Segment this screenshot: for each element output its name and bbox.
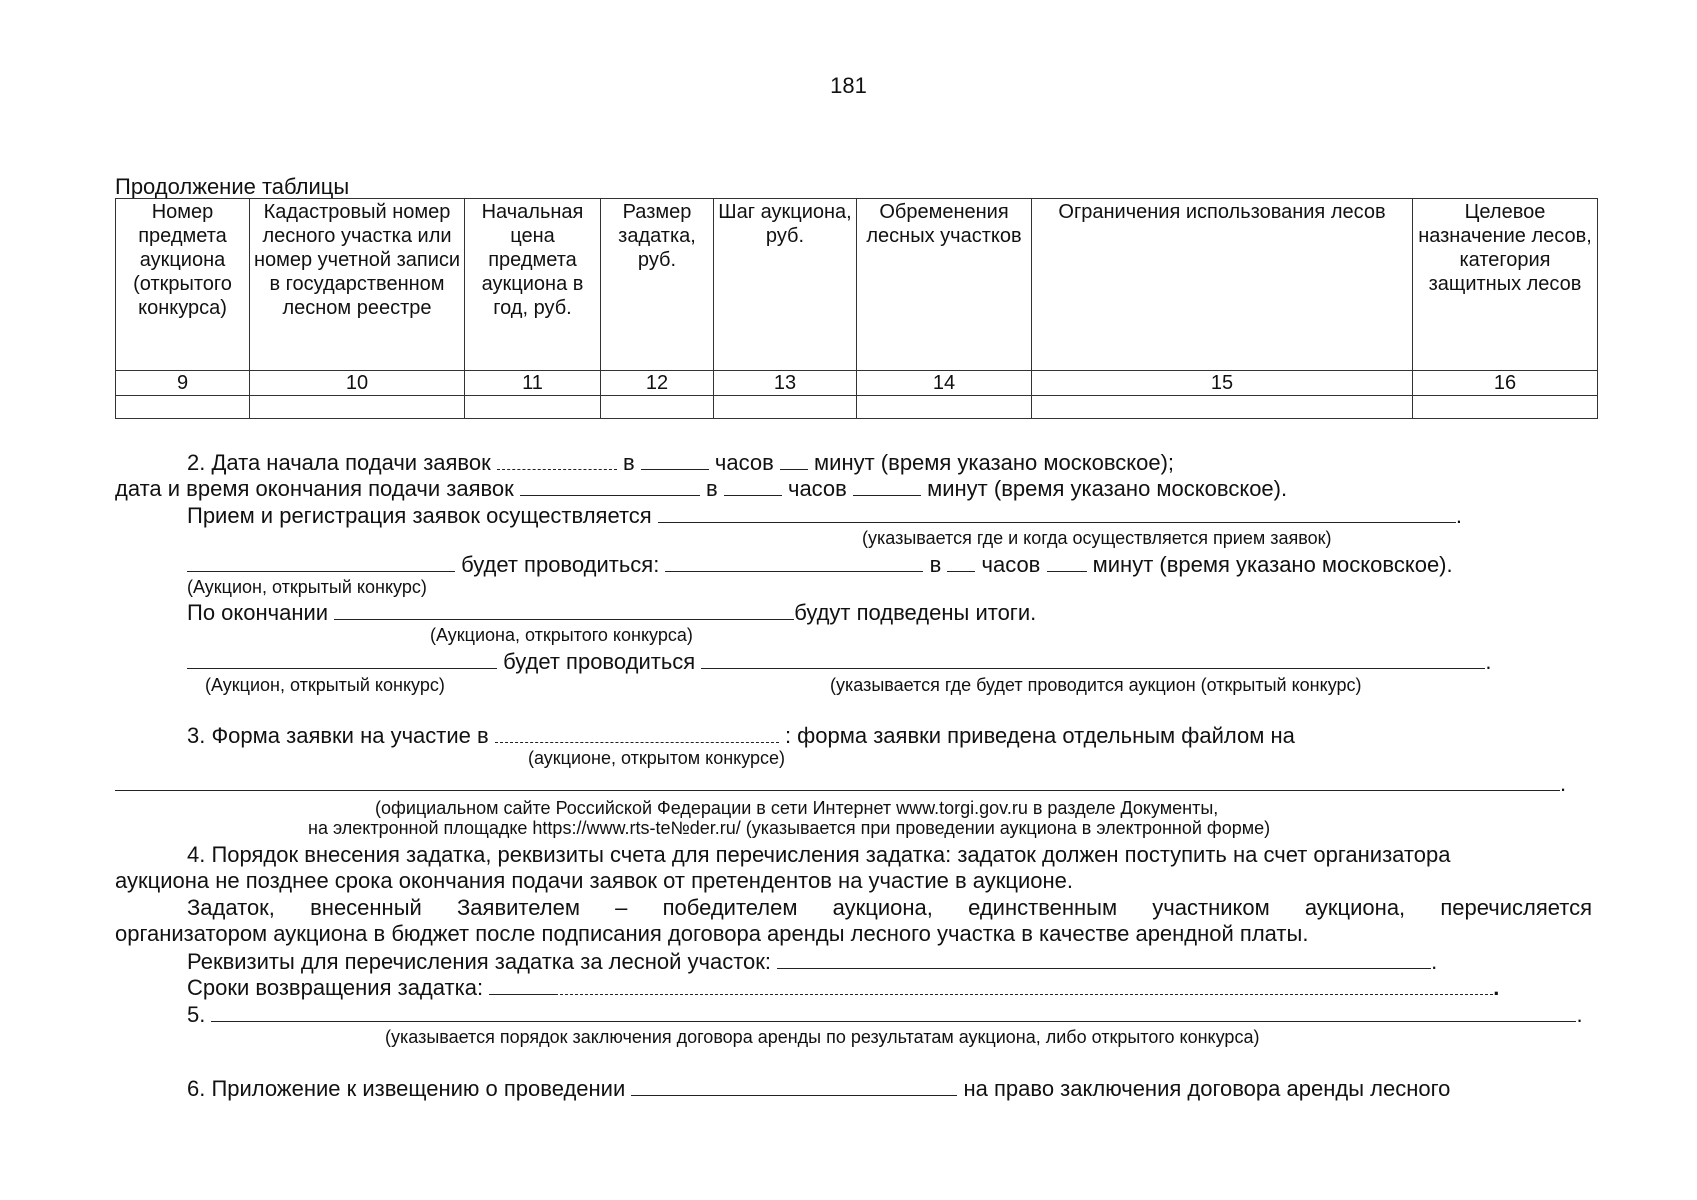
blank-field [187, 551, 455, 572]
p5-line1 [187, 1001, 1583, 1028]
p4-line5 [187, 948, 1437, 975]
text: будет проводиться: [461, 552, 660, 577]
text: в [622, 450, 635, 475]
blank-field [777, 948, 1431, 969]
p4-line4: организатором аукциона в бюджет после подписания договора аренды лесного участка в качестве арендной платы. [115, 921, 1309, 946]
header-cell: Целевое назначение лесов, категория защитных лесов [1413, 199, 1598, 371]
p4-line6 [187, 974, 1499, 1001]
text: будут подведены итоги. [794, 600, 1037, 625]
blank-field [187, 648, 497, 669]
text: . [1560, 771, 1567, 796]
empty-cell [465, 396, 601, 419]
text: часов [714, 450, 774, 475]
table-number-row [116, 371, 1598, 396]
blank-field [947, 551, 975, 572]
p6-line1 [187, 1075, 1450, 1102]
hint-contract: (указывается порядок заключения договора аренды по результатам аукциона, либо открытого конкурса) [385, 1027, 1260, 1047]
table-header-row [116, 199, 1598, 371]
hint-auction-2: (Аукциона, открытого конкурса) [430, 625, 693, 645]
number-cell: 14 [857, 371, 1032, 396]
blank-field [489, 974, 555, 995]
header-cell: Номер предмета аукциона (открытого конкурса) [116, 199, 250, 371]
empty-cell [1032, 396, 1413, 419]
number-cell: 11 [465, 371, 601, 396]
p2-line3 [187, 502, 1462, 529]
number-cell: 12 [601, 371, 714, 396]
text: 5. [187, 1002, 206, 1027]
auction-table [115, 198, 1598, 419]
hint-site-2: на электронной площадке https://www.rts-te№der.ru/ (указывается при проведении аукциона в электронной форме) [308, 818, 1271, 838]
text: Прием и регистрация заявок осуществляется [187, 503, 652, 528]
number-cell: 10 [250, 371, 465, 396]
text: . [1431, 949, 1438, 974]
text: минут (время указано московское); [814, 450, 1175, 475]
hint-auction-3: (Аукцион, открытый конкурс) [205, 675, 445, 695]
header-cell: Начальная цена предмета аукциона в год, руб. [465, 199, 601, 371]
number-cell: 15 [1032, 371, 1413, 396]
header-cell: Обременения лесных участков [857, 199, 1032, 371]
blank-field [495, 722, 779, 743]
p2-line1 [187, 449, 1174, 476]
empty-cell [116, 396, 250, 419]
text: . [1455, 503, 1462, 528]
blank-field [724, 475, 782, 496]
header-cell: Шаг аукциона, руб. [714, 199, 857, 371]
p2-line6 [187, 648, 1491, 675]
empty-cell [857, 396, 1032, 419]
text: Сроки возвращения задатка: [187, 975, 484, 1000]
hint-form: (аукционе, открытом конкурсе) [528, 748, 786, 768]
hint-reception: (указывается где и когда осуществляется прием заявок) [862, 528, 1332, 548]
blank-field [555, 974, 1493, 995]
blank-field [641, 449, 709, 470]
text: . [1576, 1002, 1583, 1027]
empty-cell [714, 396, 857, 419]
p4-line1: 4. Порядок внесения задатка, реквизиты счета для перечисления задатка: задаток должен поступить на счет организатора [187, 842, 1451, 867]
header-cell: Ограничения использования лесов [1032, 199, 1413, 371]
text: на право заключения договора аренды лесного [963, 1076, 1451, 1101]
hint-where: (указывается где будет проводится аукцион (открытый конкурс) [830, 675, 1362, 695]
text: : форма заявки приведена отдельным файлом на [784, 723, 1295, 748]
text: . [1493, 975, 1500, 1000]
p4-line3: Задаток, внесенный Заявителем – победителем аукциона, единственным участником аукциона, перечисляется [187, 895, 1592, 920]
blank-field [780, 449, 808, 470]
blank-field [334, 599, 794, 620]
blank-field [665, 551, 923, 572]
number-cell: 9 [116, 371, 250, 396]
table-caption: Продолжение таблицы [115, 174, 350, 199]
header-cell: Кадастровый номер лесного участка или номер учетной записи в государственном лесном реестре [250, 199, 465, 371]
blank-field [658, 502, 1456, 523]
blank-field [520, 475, 700, 496]
text: По окончании [187, 600, 329, 625]
text: часов [981, 552, 1041, 577]
text: . [1485, 649, 1492, 674]
text: дата и время окончания подачи заявок [115, 476, 514, 501]
p2-line2 [115, 475, 1287, 502]
text: минут (время указано московское). [927, 476, 1288, 501]
p3-line2 [115, 770, 1566, 797]
table-empty-row [116, 396, 1598, 419]
text: будет проводиться [503, 649, 696, 674]
number-cell: 16 [1413, 371, 1598, 396]
text: минут (время указано московское). [1092, 552, 1453, 577]
p2-line4 [187, 551, 1453, 578]
blank-field [853, 475, 921, 496]
text: 6. Приложение к извещению о проведении [187, 1076, 626, 1101]
blank-field [115, 770, 1560, 791]
blank-field [497, 449, 617, 470]
number-cell: 13 [714, 371, 857, 396]
empty-cell [1413, 396, 1598, 419]
empty-cell [250, 396, 465, 419]
p2-line5 [187, 599, 1036, 626]
text: в [706, 476, 718, 501]
hint-auction-1: (Аукцион, открытый конкурс) [187, 577, 427, 597]
hint-site-1: (официальном сайте Российской Федерации в сети Интернет www.torgi.gov.ru в разделе Документы, [375, 798, 1219, 818]
blank-field [1047, 551, 1087, 572]
header-cell: Размер задатка, руб. [601, 199, 714, 371]
text: 2. Дата начала подачи заявок [187, 450, 491, 475]
page-number: 181 [830, 73, 867, 98]
empty-cell [601, 396, 714, 419]
p3-line1 [187, 722, 1295, 749]
p4-line2: аукциона не позднее срока окончания подачи заявок от претендентов на участие в аукционе. [115, 868, 1073, 893]
text: Реквизиты для перечисления задатка за лесной участок: [187, 949, 772, 974]
blank-field [211, 1001, 1576, 1022]
blank-field [701, 648, 1485, 669]
text: в [929, 552, 942, 577]
text: 3. Форма заявки на участие в [187, 723, 489, 748]
blank-field [631, 1075, 957, 1096]
text: часов [787, 476, 847, 501]
